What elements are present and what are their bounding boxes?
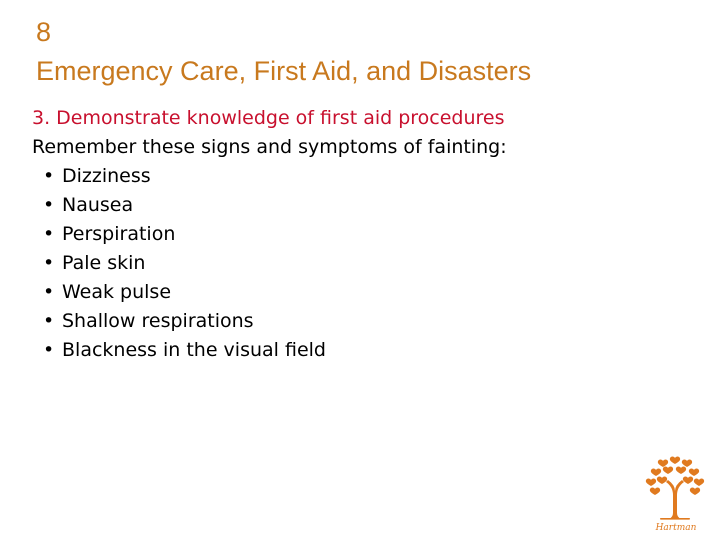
list-item xyxy=(32,191,507,220)
list-item xyxy=(32,162,507,191)
bullet-icon: • xyxy=(43,339,55,361)
list-item xyxy=(32,278,507,307)
list-item-text: Weak pulse xyxy=(62,281,172,303)
intro-text: Remember these signs and symptoms of fainting: xyxy=(32,136,507,158)
list-item-text: Nausea xyxy=(62,194,134,216)
bullet-icon: • xyxy=(43,165,55,187)
slide-body xyxy=(32,104,507,365)
symptom-list xyxy=(32,162,507,365)
logo-wordmark: Hartman xyxy=(655,523,697,533)
list-item xyxy=(32,307,507,336)
chapter-title: Emergency Care, First Aid, and Disasters xyxy=(36,56,532,86)
list-item xyxy=(32,220,507,249)
bullet-icon: • xyxy=(43,310,55,332)
learning-objective: 3. Demonstrate knowledge of first aid procedures xyxy=(32,107,505,129)
hartman-tree-logo xyxy=(640,455,712,533)
bullet-icon: • xyxy=(43,223,55,245)
list-item-text: Pale skin xyxy=(62,252,146,274)
list-item xyxy=(32,336,507,365)
bullet-icon: • xyxy=(43,281,55,303)
list-item-text: Shallow respirations xyxy=(62,310,254,332)
bullet-icon: • xyxy=(43,252,55,274)
list-item xyxy=(32,249,507,278)
list-item-text: Dizziness xyxy=(62,165,151,187)
list-item-text: Perspiration xyxy=(62,223,176,245)
bullet-icon: • xyxy=(43,194,55,216)
chapter-number: 8 xyxy=(36,17,52,47)
list-item-text: Blackness in the visual field xyxy=(62,339,326,361)
heart-tree-icon xyxy=(646,457,704,533)
